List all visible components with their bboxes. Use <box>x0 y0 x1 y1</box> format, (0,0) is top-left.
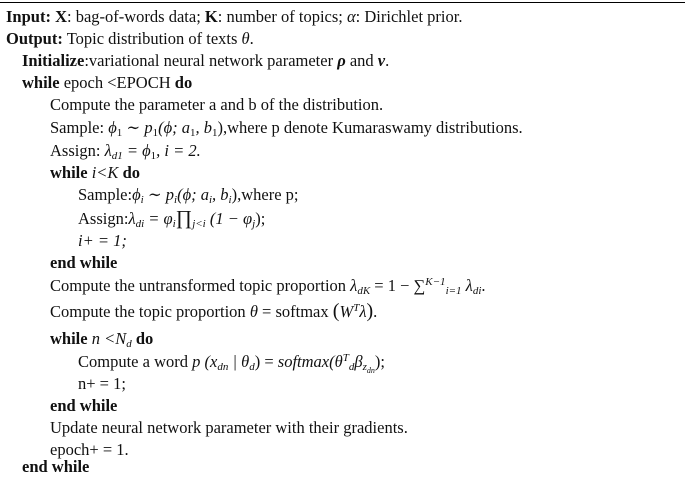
word-paren: (θ <box>329 352 343 371</box>
lambda-d1-symbol: λ <box>104 141 112 160</box>
word-theta-sub: d <box>249 361 255 373</box>
compute-theta-end: . <box>373 302 378 321</box>
compute-word-line <box>78 351 385 373</box>
lambda-di-sub: di <box>135 218 145 230</box>
phi-i-symbol: ϕ <box>132 185 141 204</box>
sample-i-b-sub: i <box>228 194 232 206</box>
word-end: ); <box>374 352 385 371</box>
end-while-n-line <box>50 395 117 417</box>
lambda-symbol: λ <box>359 302 367 321</box>
compute-word-pre: Compute a word <box>78 352 193 371</box>
while-epoch-cond: epoch <EPOCH <box>63 73 171 92</box>
assign1-phi-sub: 1 <box>150 150 157 162</box>
inc-i-line <box>78 230 127 252</box>
initialize-end: . <box>385 51 390 70</box>
input-x-desc: : bag-of-words data; <box>67 7 201 26</box>
sample1-args: (ϕ; a <box>158 118 190 137</box>
w-sup: T <box>353 302 360 314</box>
sample1-p-sub: 1 <box>152 127 159 139</box>
while-epoch-line <box>22 72 192 94</box>
while-i-line <box>50 162 140 184</box>
sample-i-tilde: ∼ p <box>143 185 175 204</box>
output-end: . <box>249 29 254 48</box>
initialize-label: Initialize <box>22 51 85 70</box>
word-p: p <box>192 352 201 371</box>
input-k-desc: : number of topics; <box>217 7 343 26</box>
kw-while: while <box>22 73 60 92</box>
kw-do-i: do <box>122 163 141 182</box>
word-mid: | θ <box>228 352 250 371</box>
sample-i-pre: Sample: <box>78 185 133 204</box>
sample-i-post: where p; <box>241 185 299 204</box>
inc-i-text: i+ = 1; <box>78 231 127 250</box>
assign1-line <box>50 140 201 162</box>
output-theta: θ <box>241 29 250 48</box>
initialize-line <box>22 50 389 72</box>
theta-lparen: ( <box>332 300 340 322</box>
sample-i-a-sub: i <box>208 194 213 206</box>
end-while-outer: end while <box>22 457 90 476</box>
compute-theta-line <box>50 300 377 323</box>
inc-n-line <box>78 373 126 395</box>
product-sub: j<i <box>192 218 206 230</box>
sum-symbol: ∑ <box>413 276 426 295</box>
phi-i-sub: i <box>140 194 144 206</box>
assign1-post: , i = 2. <box>156 141 201 160</box>
while-n-cond: n <N <box>91 329 127 348</box>
assign-i-close: ); <box>255 209 266 228</box>
end-while-i: end while <box>50 253 118 272</box>
kw-do: do <box>174 73 193 92</box>
output-line <box>6 28 254 50</box>
v-symbol: v <box>377 51 386 70</box>
sample-i-args: (ϕ; a <box>177 185 209 204</box>
kw-do-n: do <box>135 329 154 348</box>
sample-i-b: , b <box>212 185 229 204</box>
sample1-p: p <box>144 118 153 137</box>
assign-i-line <box>78 207 265 230</box>
input-line <box>6 6 462 28</box>
compute-theta-pre: Compute the topic proportion <box>50 302 250 321</box>
while-n-line <box>50 328 153 350</box>
top-rule <box>0 2 685 3</box>
product-symbol: ∏ <box>175 207 193 229</box>
sample-i-p-sub: i <box>174 194 178 206</box>
theta-symbol: θ <box>249 302 258 321</box>
sample1-close: ), <box>217 118 228 137</box>
compute-ab-text: Compute the parameter a and b of the distribution. <box>50 95 384 114</box>
theta-rparen: ) <box>366 300 374 322</box>
inc-epoch-text: epoch+ = 1. <box>50 440 129 459</box>
sum-sub: i=1 <box>445 285 462 297</box>
assign1-pre: Assign: <box>50 141 105 160</box>
word-close: ) = <box>254 352 278 371</box>
phi1-symbol: ϕ <box>108 118 117 137</box>
word-args: (x <box>200 352 218 371</box>
end-while-outer-line <box>22 456 89 478</box>
end-while-i-line <box>50 252 117 274</box>
sample-i-close: ), <box>231 185 242 204</box>
lambda-di2-symbol: λ <box>461 276 473 295</box>
inc-n-text: n+ = 1; <box>78 374 126 393</box>
kw-while-n: while <box>50 329 88 348</box>
input-label: Input: <box>6 7 51 26</box>
assign-i-rest: (1 − φ <box>205 209 253 228</box>
compute-untrans-end: . <box>481 276 486 295</box>
lambda-d1-sub: d1 <box>111 150 123 162</box>
word-theta-sup: T <box>342 352 349 364</box>
end-while-n: end while <box>50 396 118 415</box>
assign1-eq: = ϕ <box>122 141 151 160</box>
sample1-a-sub: 1 <box>189 127 196 139</box>
update-text: Update neural network parameter with their gradients. <box>50 418 408 437</box>
word-theta-sub2: d <box>348 361 355 373</box>
input-x-symbol: X <box>55 7 67 26</box>
initialize-and: and <box>349 51 374 70</box>
kw-while-i: while <box>50 163 88 182</box>
word-softmax: softmax <box>277 352 330 371</box>
beta-symbol: β <box>354 352 363 371</box>
assign-i-phi-sub: i <box>172 218 176 230</box>
sample-i-line <box>78 184 299 206</box>
sample1-b: , b <box>195 118 212 137</box>
sample1-line <box>50 117 523 139</box>
sample1-tilde: ∼ <box>122 118 145 137</box>
update-line <box>50 417 408 439</box>
lambda-di-symbol: λ <box>128 209 136 228</box>
while-n-sub: d <box>126 338 132 350</box>
output-text: Topic distribution of texts <box>66 29 238 48</box>
output-label: Output: <box>6 29 63 48</box>
beta-sub-sub: dn <box>366 366 375 375</box>
rho-symbol: ρ <box>337 51 346 70</box>
w-symbol: W <box>339 302 354 321</box>
assign-i-pre: Assign: <box>78 209 129 228</box>
input-k-symbol: K <box>204 7 218 26</box>
compute-untrans-pre: Compute the untransformed topic proportion <box>50 276 351 295</box>
compute-theta-eq: = softmax <box>257 302 333 321</box>
compute-ab-line <box>50 94 383 116</box>
sum-sup: K−1 <box>425 276 446 288</box>
lambda-dk-symbol: λ <box>350 276 358 295</box>
sample1-b-sub: 1 <box>211 127 218 139</box>
compute-untrans-line <box>50 275 486 297</box>
assign-i-j-sub: j <box>252 218 256 230</box>
lambda-di2-sub: di <box>472 285 482 297</box>
beta-sub: z <box>362 361 367 373</box>
assign-i-eq: = φ <box>144 209 173 228</box>
input-alpha-symbol: α <box>347 7 356 26</box>
initialize-text: :variational neural network parameter <box>84 51 334 70</box>
word-x-sub: dn <box>217 361 229 373</box>
lambda-dk-sub: dK <box>357 285 371 297</box>
compute-untrans-eq: = 1 − <box>370 276 414 295</box>
sample1-post: where p denote Kumaraswamy distributions. <box>227 118 523 137</box>
while-i-cond: i<K <box>91 163 119 182</box>
phi1-sub: 1 <box>116 127 123 139</box>
input-alpha-desc: : Dirichlet prior. <box>355 7 463 26</box>
sample1-pre: Sample: <box>50 118 109 137</box>
